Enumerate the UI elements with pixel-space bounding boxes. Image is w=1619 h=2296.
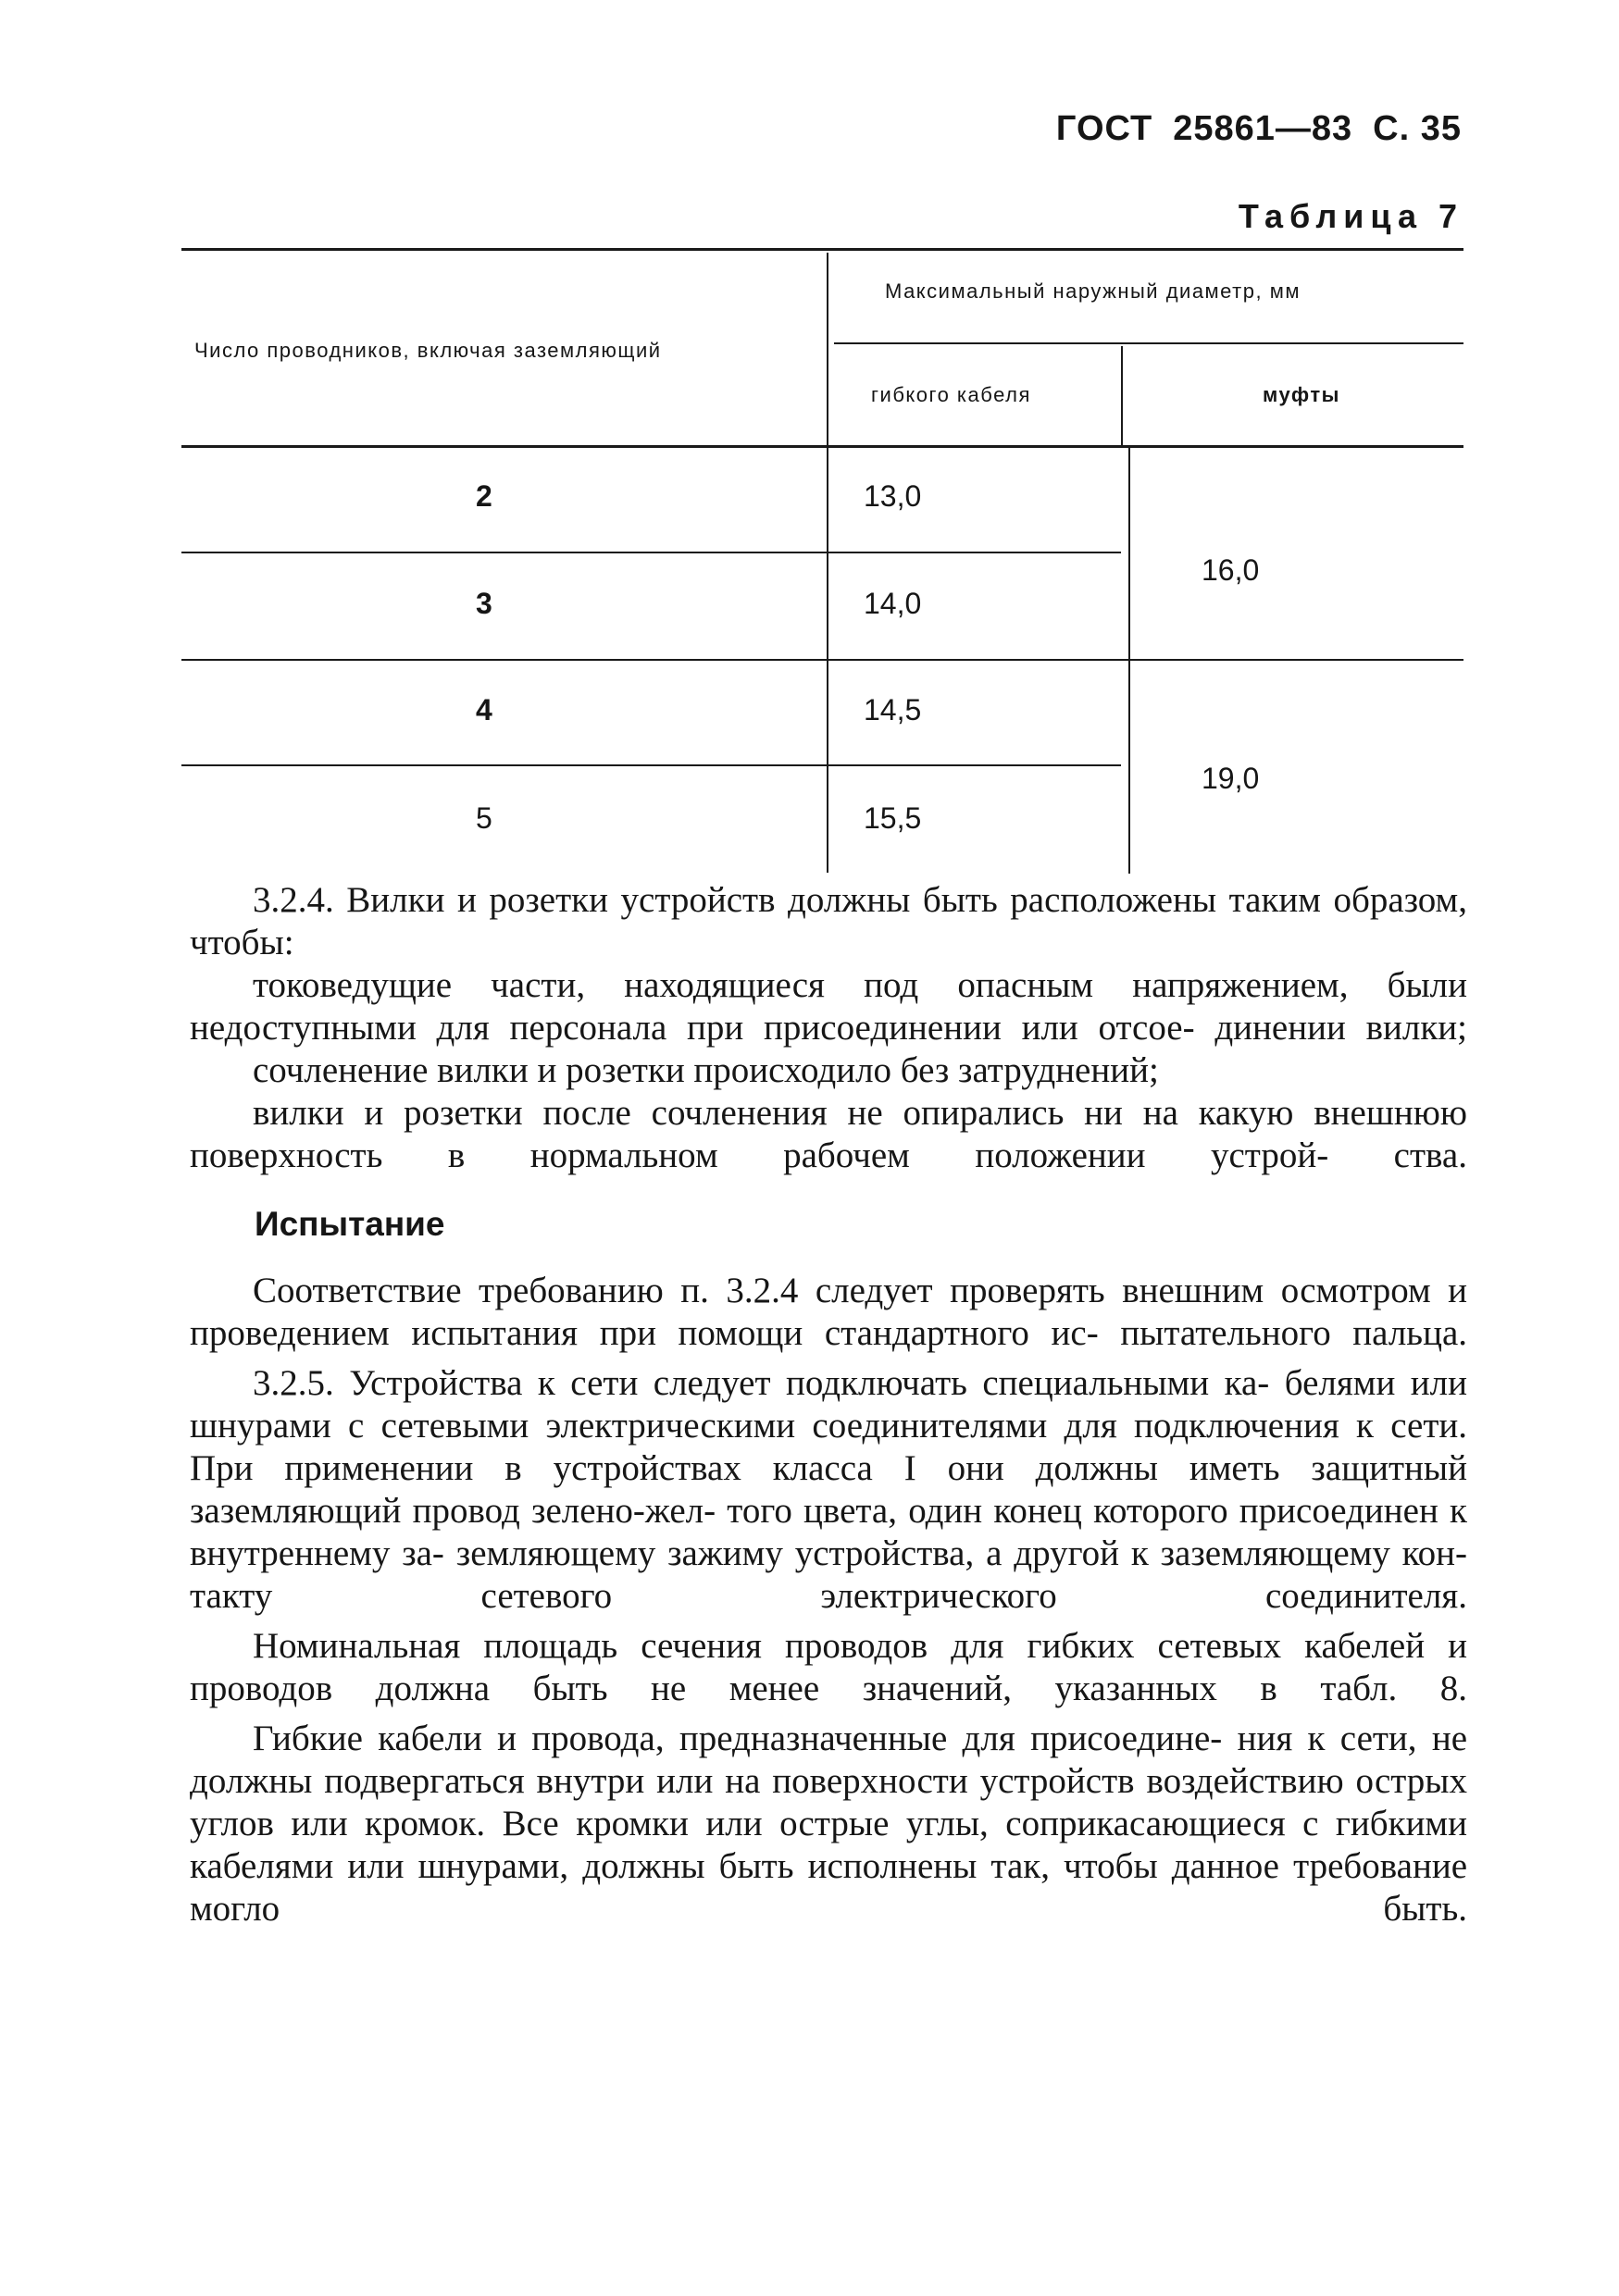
text-line: такту сетевого электрического соединителя. <box>190 1576 1467 1616</box>
text-line: пытательного пальца. <box>1120 1313 1468 1353</box>
cable-cell: 14,0 <box>864 587 922 620</box>
text-line: ства. <box>1393 1136 1467 1175</box>
text-line: они должны иметь защитный заземляющий провод зелено-жел- <box>190 1448 1468 1531</box>
text-line: сочленение вилки и розетки происходило без затруднений; <box>253 1050 1159 1090</box>
paragraph-mating <box>190 1049 1467 1092</box>
paragraph-no-support <box>190 1092 1467 1177</box>
paragraph-sharp-edges <box>190 1718 1467 1930</box>
col1-header: Число проводников, включая заземляющий <box>194 339 662 362</box>
text-line: таким образом, чтобы: <box>190 880 1467 962</box>
text-line: токоведущие части, находящиеся под опасным напряжением, <box>253 965 1349 1005</box>
text-line: внешнюю поверхность в нормальном рабочем положении устрой- <box>190 1093 1467 1175</box>
text-line: устройств воздействию острых углов или кромок. Все кромки или <box>190 1761 1467 1843</box>
col2-divider-body <box>1128 448 1130 874</box>
standard-number: 25861—83 <box>1173 109 1353 148</box>
text-line: Номинальная площадь сечения проводов для гибких сетевых <box>253 1626 1282 1666</box>
text-line: динении вилки; <box>1214 1008 1467 1048</box>
page-number: С. 35 <box>1373 109 1462 148</box>
cable-cell: 13,0 <box>864 479 922 513</box>
group-header: Максимальный наружный диаметр, мм <box>885 279 1301 303</box>
conductors-cell: 5 <box>476 801 492 835</box>
text-line: белями или шнурами с сетевыми электрическими соединителями <box>190 1363 1468 1446</box>
col2-divider-header <box>1121 346 1123 445</box>
paragraph-3-2-4 <box>190 879 1467 964</box>
header-bottom-rule <box>181 445 1463 448</box>
coupling-cell: 16,0 <box>1202 553 1260 587</box>
text-line: ния к сети, не должны подвергаться внутри или на поверхности <box>190 1719 1468 1801</box>
text-line: были недоступными для персонала при присоединении или отсое- <box>190 965 1467 1048</box>
table-7 <box>181 248 1463 877</box>
text-line: острые углы, соприкасающиеся с гибкими кабелями или шнурами, <box>190 1804 1467 1886</box>
text-line: для подключения к сети. При применении в устройствах класса I <box>190 1406 1467 1488</box>
paragraph-live-parts <box>190 964 1467 1049</box>
section-heading-test: Испытание <box>255 1205 445 1243</box>
paragraph-cross-section <box>190 1625 1467 1710</box>
row-rule-2 <box>181 659 1463 661</box>
paragraph-3-2-5 <box>190 1362 1467 1618</box>
conductors-cell: 2 <box>476 479 492 513</box>
page-header <box>1036 109 1462 149</box>
paragraph-test-method <box>190 1270 1467 1355</box>
text-line: Соответствие требованию п. 3.2.4 следует проверять внешним <box>253 1271 1264 1310</box>
text-line: вилки и розетки после сочленения не опирались ни на какую <box>253 1093 1294 1133</box>
text-line: кабелей и проводов должна быть не менее значений, указанных в <box>190 1626 1468 1708</box>
text-line: осмотром и проведением испытания при помощи стандартного ис- <box>190 1271 1468 1353</box>
text-line: Гибкие кабели и провода, предназначенные для присоедине- <box>253 1719 1223 1758</box>
coupling-cell: 19,0 <box>1202 762 1260 795</box>
body-text <box>190 879 1467 1930</box>
group-header-rule <box>834 342 1463 344</box>
row-rule-3 <box>181 764 1121 766</box>
text-line: того цвета, один конец которого присоединен к внутреннему за- <box>190 1491 1468 1573</box>
text-line: 3.2.5. Устройства к сети следует подключать специальными ка- <box>253 1363 1270 1403</box>
row-rule-1 <box>181 552 1121 553</box>
table-caption: Таблица 7 <box>1238 197 1463 235</box>
text-line: 3.2.4. Вилки и розетки устройств должны быть расположены <box>253 880 1217 920</box>
cable-cell: 15,5 <box>864 801 922 835</box>
text-line: должны быть исполнены так, чтобы данное требование могло быть. <box>190 1846 1467 1929</box>
col3-header: муфты <box>1263 383 1340 406</box>
conductors-cell: 3 <box>476 587 492 620</box>
standard-label: ГОСТ <box>1055 109 1153 148</box>
table-top-rule <box>181 248 1463 251</box>
cable-cell: 14,5 <box>864 693 922 726</box>
text-line: земляющему зажиму устройства, а другой к заземляющему кон- <box>455 1533 1468 1573</box>
text-line: табл. 8. <box>1320 1669 1468 1708</box>
col2-header: гибкого кабеля <box>871 383 1031 406</box>
conductors-cell: 4 <box>476 693 492 726</box>
col1-divider <box>827 253 828 873</box>
